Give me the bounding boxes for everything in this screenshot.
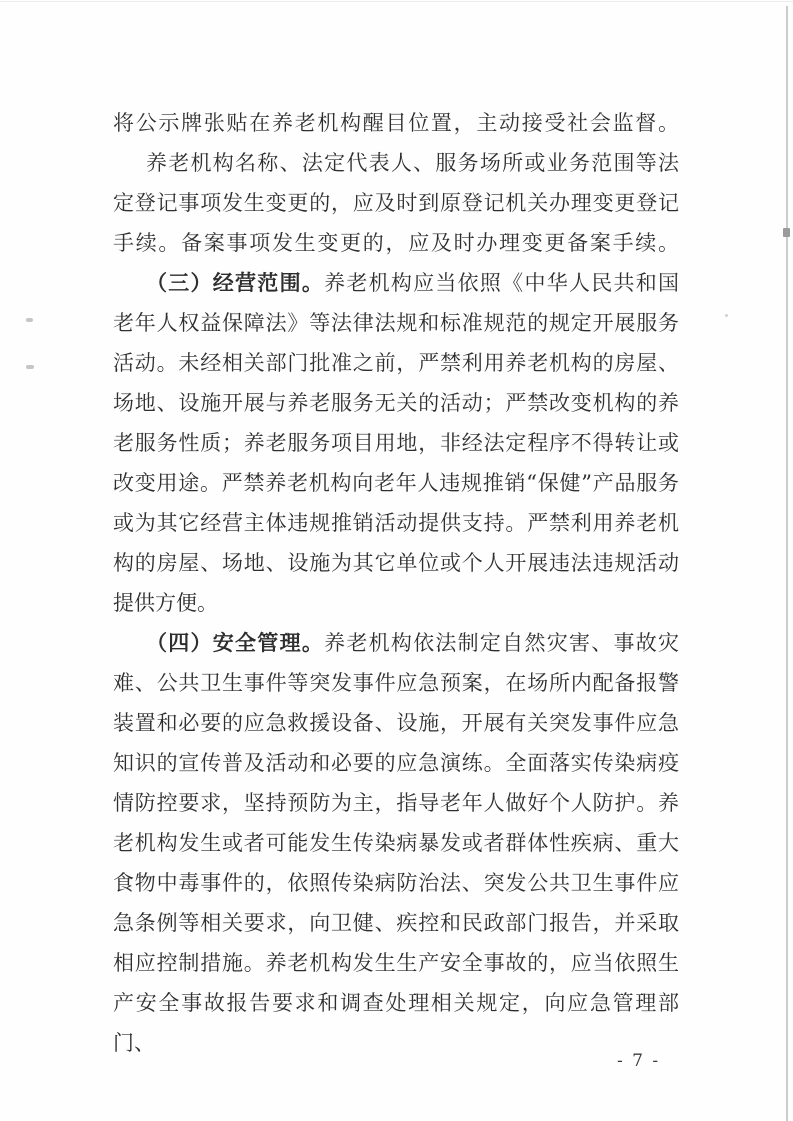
text-line: 情防控要求，坚持预防为主，指导老年人做好个人防护。养 [113, 791, 679, 815]
text-line: 产安全事故报告要求和调查处理相关规定，向应急管理部门、 [113, 991, 679, 1055]
text-line: 活动。未经相关部门批准之前，严禁利用养老机构的房屋、 [113, 351, 679, 375]
text-line: 定登记事项发生变更的，应及时到原登记机关办理变更登记 [113, 191, 679, 215]
text-line: 将公示牌张贴在养老机构醒目位置，主动接受社会监督。 [113, 111, 679, 135]
text-line [113, 263, 679, 303]
text-line: 手续。备案事项发生变更的，应及时办理变更备案手续。 [113, 231, 679, 255]
page-number: - 7 - [617, 1051, 661, 1071]
text-line: 装置和必要的应急救援设备、设施，开展有关突发事件应急 [113, 711, 679, 735]
text-line: 难、公共卫生事件等突发事件应急预案，在场所内配备报警 [113, 671, 679, 695]
section-heading-operating-scope: （三）经营范围。 [146, 270, 325, 295]
text-line: 构的房屋、场地、设施为其它单位或个人开展违法违规活动 [113, 551, 679, 575]
text-line: 急条例等相关要求，向卫健、疾控和民政部门报告，并采取 [113, 911, 679, 935]
text-line: 老年人权益保障法》等法律法规和标准规范的规定开展服务 [113, 311, 679, 335]
text-line: 老服务性质；养老服务项目用地，非经法定程序不得转让或 [113, 431, 679, 455]
text-line [113, 623, 679, 663]
document-body-text [113, 103, 680, 1055]
dust-speck [725, 314, 728, 317]
dust-speck [26, 365, 34, 369]
text-line: 食物中毒事件的，依照传染病防治法、突发公共卫生事件应 [113, 871, 679, 895]
text-line: 相应控制措施。养老机构发生生产安全事故的，应当依照生 [113, 951, 679, 975]
section-heading-safety-management: （四）安全管理。 [146, 630, 325, 655]
text-line: 知识的宣传普及活动和必要的应急演练。全面落实传染病疫 [113, 751, 679, 775]
text-line: 提供方便。 [113, 591, 218, 615]
scan-top-edge-line [0, 1, 793, 2]
text-line: 老机构发生或者可能发生传染病暴发或者群体性疾病、重大 [113, 831, 679, 855]
text-line: 或为其它经营主体违规推销活动提供支持。严禁利用养老机 [113, 511, 679, 535]
text-line: 改变用途。严禁养老机构向老年人违规推销“保健”产品服务 [113, 471, 679, 495]
dust-speck [26, 318, 33, 322]
text-line: 养老机构名称、法定代表人、服务场所或业务范围等法 [146, 151, 679, 175]
scan-right-edge-line [786, 6, 788, 1121]
text-segment: 养老机构依法制定自然灾害、事故灾 [324, 631, 680, 655]
scan-edge-notch [783, 228, 790, 237]
text-segment: 养老机构应当依照《中华人民共和国 [324, 271, 680, 295]
text-line: 场地、设施开展与养老服务无关的活动；严禁改变机构的养 [113, 391, 679, 415]
